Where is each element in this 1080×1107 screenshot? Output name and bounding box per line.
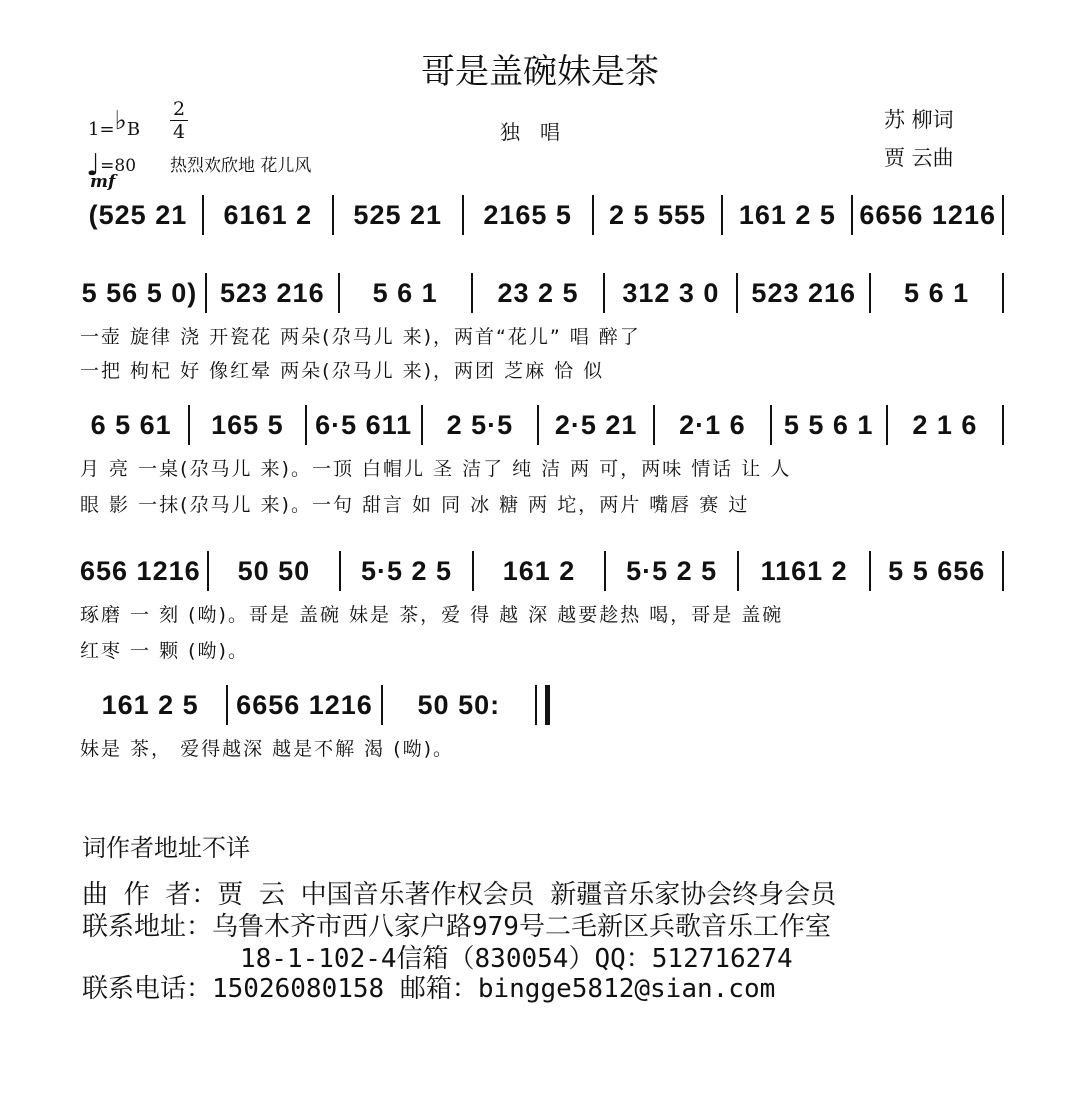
barline — [869, 273, 871, 313]
barline — [188, 405, 190, 445]
bar: 50 50 — [237, 555, 311, 586]
barline — [332, 195, 334, 235]
barline — [226, 685, 228, 725]
key-note: B — [126, 119, 141, 140]
barline — [207, 551, 209, 591]
lyric-line: 眼 影 一抹(尕马儿 来)。一句 甜言 如 同 冰 糖 两 坨，两片 嘴唇 赛 过 — [80, 494, 750, 516]
bar: 161 2 5 — [101, 689, 199, 720]
contact-phone-email: 联系电话：15026080158 邮箱：bingge5812@sian.com — [82, 974, 776, 1004]
barline — [851, 195, 853, 235]
time-signature-top: 2 — [172, 98, 186, 120]
barline — [338, 273, 340, 313]
barline — [462, 195, 464, 235]
bar: 5 56 5 0) — [81, 277, 198, 308]
notation-row-2 — [80, 270, 1010, 316]
bar: 2 1 6 — [912, 409, 978, 440]
quarter-note-icon: ♩ — [86, 148, 101, 183]
flat-icon: ♭ — [114, 106, 127, 136]
bar: 2 5 555 — [608, 199, 707, 230]
tempo-value: =80 — [100, 156, 137, 176]
barline — [1002, 405, 1004, 445]
bar: 656 1216 — [80, 555, 201, 586]
barline — [770, 405, 772, 445]
bar: 6656 1216 — [236, 689, 373, 720]
barline — [305, 405, 307, 445]
key-prefix: 1= — [88, 119, 115, 140]
lyric-line: 红枣 一 颗 (呦)。 — [80, 640, 249, 662]
barline — [381, 685, 383, 725]
barline — [653, 405, 655, 445]
bar: 2 5·5 — [446, 409, 514, 440]
time-signature-bottom: 4 — [172, 121, 186, 143]
barline — [1002, 273, 1004, 313]
lyric-line: 一把 枸杞 好 像红晕 两朵(尕马儿 来)，两团 芝麻 恰 似 — [80, 360, 605, 382]
barline — [736, 273, 738, 313]
bar: 5·5 2 5 — [626, 555, 718, 586]
bar: 5 5 656 — [888, 555, 986, 586]
notation-row-1 — [80, 192, 1010, 238]
barline — [202, 195, 204, 235]
bar: 161 2 5 — [738, 199, 836, 230]
barline — [869, 551, 871, 591]
bar: 5 6 1 — [372, 277, 438, 308]
lyricist-credit: 苏 柳词 — [884, 108, 954, 132]
notation-row-3 — [80, 402, 1010, 448]
bar: 312 3 0 — [622, 277, 720, 308]
notation-row-4 — [80, 548, 1010, 594]
dynamic-marking: mf — [90, 172, 116, 192]
bar: 50 50: — [417, 689, 501, 720]
lyric-line: 妹是 茶， 爱得越深 越是不解 渴 (呦)。 — [80, 738, 455, 760]
barline — [339, 551, 341, 591]
bar: 6656 1216 — [859, 199, 996, 230]
bar: 2·5 21 — [554, 409, 638, 440]
bar: 165 5 — [211, 409, 284, 440]
bar: 6·5 611 — [315, 409, 413, 440]
key-signature — [88, 106, 141, 142]
contact-mailbox: 18-1-102-4信箱（830054）QQ：512716274 — [240, 944, 793, 974]
barline — [737, 551, 739, 591]
composer-credit: 贾 云曲 — [884, 146, 954, 170]
barline — [603, 273, 605, 313]
bar: 2·1 6 — [679, 409, 746, 440]
barline — [471, 273, 473, 313]
bar: 6 5 61 — [90, 409, 172, 440]
bar: 5 6 1 — [904, 277, 970, 308]
barline — [537, 405, 539, 445]
lyric-line: 一壶 旋律 浇 开瓷花 两朵(尕马儿 来)，两首“花儿” 唱 醉了 — [80, 326, 641, 348]
style-indication: 热烈欢欣地 花儿风 — [170, 156, 312, 176]
barline — [472, 551, 474, 591]
bar: 6161 2 — [223, 199, 313, 230]
barline — [1002, 551, 1004, 591]
bar: 523 216 — [751, 277, 857, 308]
lyric-line: 琢磨 一 刻 (呦)。哥是 盖碗 妹是 茶，爱 得 越 深 越要趁热 喝，哥是 盖碗 — [80, 604, 784, 626]
bar: (525 21 — [88, 199, 188, 230]
barline — [421, 405, 423, 445]
lyric-line: 月 亮 一桌(尕马儿 来)。一顶 白帽儿 圣 洁了 纯 洁 两 可，两味 情话 让 人 — [80, 458, 792, 480]
time-signature — [168, 98, 190, 143]
bar: 23 2 5 — [497, 277, 579, 308]
bar: 2165 5 — [483, 199, 572, 230]
contact-address: 联系地址：乌鲁木齐市西八家户路979号二毛新区兵歌音乐工作室 — [82, 912, 831, 942]
bar: 5 5 6 1 — [783, 409, 874, 440]
bar: 525 21 — [353, 199, 443, 230]
barline — [1002, 195, 1004, 235]
notation-row-5 — [80, 682, 550, 728]
bar: 1161 2 — [760, 555, 848, 586]
barline — [886, 405, 888, 445]
performance-type: 独唱 — [500, 120, 580, 144]
bar: 5·5 2 5 — [360, 555, 452, 586]
lyricist-address-note: 词作者地址不详 — [82, 834, 250, 862]
song-title: 哥是盖碗妹是茶 — [421, 52, 659, 92]
barline — [721, 195, 723, 235]
composer-info: 曲 作 者：贾 云 中国音乐著作权会员 新疆音乐家协会终身会员 — [82, 880, 837, 910]
final-barline-thick — [545, 685, 550, 725]
barline — [205, 273, 207, 313]
barline — [604, 551, 606, 591]
bar: 161 2 — [502, 555, 576, 586]
barline — [592, 195, 594, 235]
final-barline — [535, 685, 537, 725]
bar: 523 216 — [219, 277, 325, 308]
